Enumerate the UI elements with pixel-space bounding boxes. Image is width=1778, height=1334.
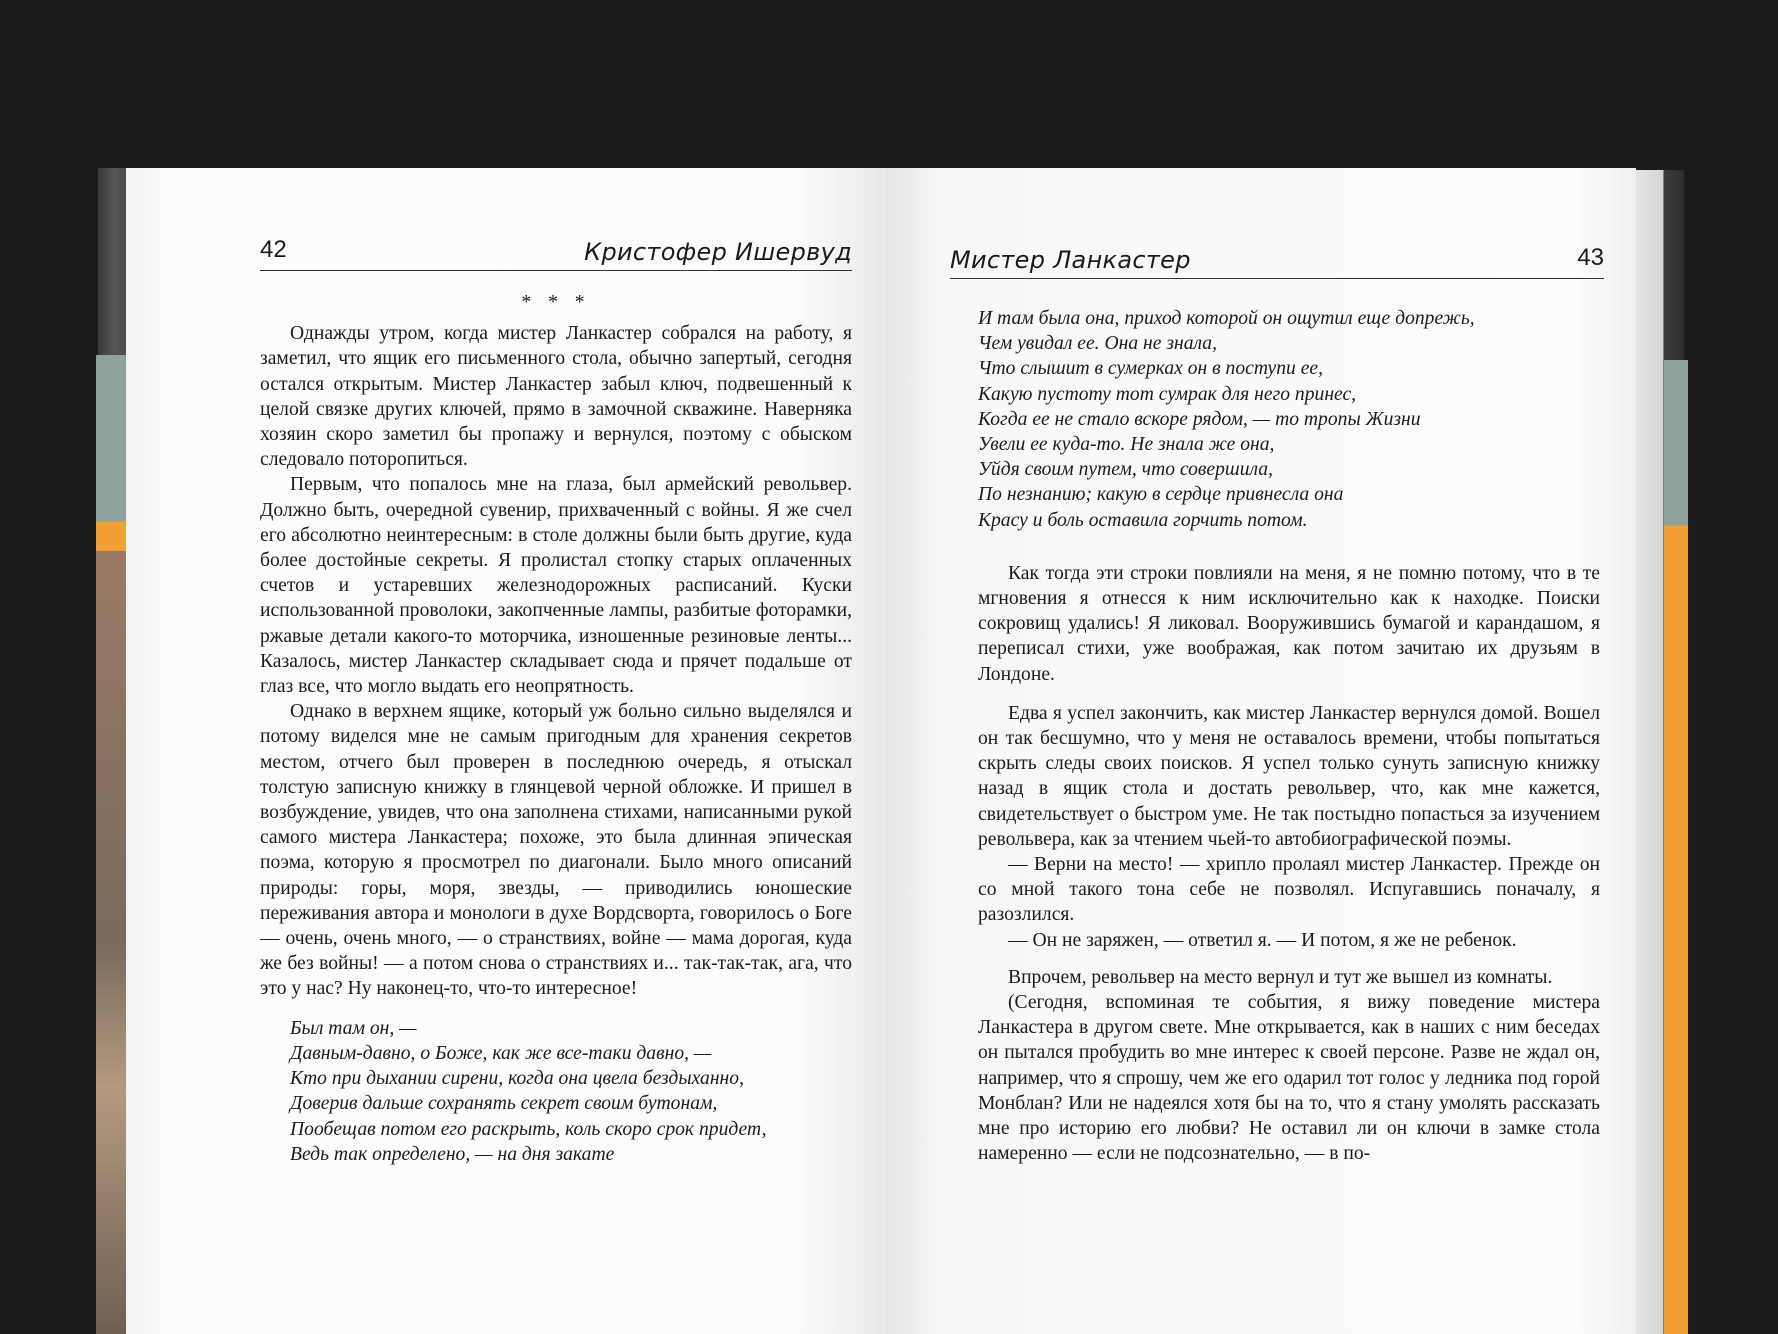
page-number: 42 [260, 236, 287, 263]
verse-line: Чем увидал ее. Она не знала, [978, 333, 1217, 355]
right-page [886, 168, 1636, 1334]
left-page-header [260, 230, 852, 271]
verse-block [978, 306, 1600, 533]
paragraph: Как тогда эти строки повлияли на меня, я не помню потому, что в те мгновения я отнесся к ним исключительно как к находке. Поиски сокровищ удались! Я ликовал. Вооружившись бумагой и карандашом, я переписал стихи, уже воображая, как потом зачитаю их друзьям в Лондоне. [978, 562, 1600, 685]
right-page-header [950, 238, 1604, 279]
paragraph: — Он не заряжен, — ответил я. — И потом, я же не ребенок. [1008, 929, 1517, 951]
verse-line: Кто при дыхании сирени, когда она цвела бездыханно, [290, 1068, 744, 1090]
left-page-body [260, 290, 852, 1181]
verse-line: Был там он, — [290, 1017, 417, 1039]
paragraph: Однако в верхнем ящике, который уж больно сильно выделялся и потому виделся мне не самым пригодным для хранения секретов местом, отчего был проверен в последнюю очередь, я отыскал толстую записную книжку в глянцевой черной обложке. И пришел в возбуждение, увидев, что она заполнена стихами, написанными рукой самого мистера Ланкастера; похоже, это была длинная эпическая поэма, которую я просмотрел по диагонали. Было много описаний природы: горы, моря, звезды, — приводились юношеские переживания автора и монологи в духе Вордсворта, говорилось о Боге — очень, очень много, — о странствиях, войне — мама дорогая, куда же без войны! — а потом снова о странствиях и... так-так-так, ага, что это у нас? Ну наконец-то, что-то интересное! [260, 701, 852, 1000]
right-page-body [978, 306, 1600, 1167]
verse-line: Доверив дальше сохранять секрет своим бутонам, [290, 1093, 718, 1115]
paragraph: — Верни на место! — хрипло пролаял мистер Ланкастер. Прежде он со мной такого тона себе не позволял. Испугавшись поначалу, я разозлился. [978, 854, 1600, 926]
verse-line: Увели ее куда-то. Не знала же она, [978, 434, 1275, 456]
verse-block [260, 1016, 852, 1167]
verse-line: Какую пустоту тот сумрак для него принес, [978, 383, 1357, 405]
paragraph: Впрочем, револьвер на место вернул и тут же вышел из комнаты. [1008, 966, 1553, 988]
verse-line: Красу и боль оставила горчить потом. [978, 509, 1308, 531]
paragraph: Едва я успел закончить, как мистер Ланкастер вернулся домой. Вошел он так бесшумно, что у меня не оставалось времени, чтобы попытаться скрыть следы своих поисков. Я успел только сунуть записную книжку назад в ящик стола и достать револьвер, что, как мне кажется, свидетельствует о быстром уме. Не так постыдно попасться за изучением револьвера, как за чтением чьей-то автобиографической поэмы. [978, 702, 1600, 850]
paragraph: Первым, что попалось мне на глаза, был армейский револьвер. Должно быть, очередной сувенир, прихваченный с войны. Я же счел его абсолютно неинтересным: в столе должны были быть другие, куда более достойные секреты. Я пролистал стопку старых оплаченных счетов и устаревших железнодорожных расписаний. Куски использованной проволоки, закопченные лампы, разбитые фоторамки, ржавые детали какого-то моторчика, изношенные резиновые ленты... Казалось, мистер Ланкастер складывает сюда и прячет подальше от глаз все, что могло выдать его неопрятность. [260, 474, 852, 698]
running-head-author: Кристофер Ишервуд [584, 238, 852, 266]
verse-line: Давным-давно, о Боже, как же все-таки давно, — [290, 1042, 712, 1064]
verse-line: Уйдя своим путем, что совершила, [978, 459, 1273, 481]
section-break: * * * [521, 292, 591, 313]
book-cover-art-left [96, 355, 126, 1334]
book-cover-art-right [1664, 360, 1688, 1334]
page-number: 43 [1577, 244, 1604, 271]
verse-line: Когда ее не стало вскоре рядом, — то тропы Жизни [978, 408, 1421, 430]
paragraph: Однажды утром, когда мистер Ланкастер собрался на работу, я заметил, что ящик его письменного стола, обычно запертый, сегодня остался открытым. Мистер Ланкастер забыл ключ, подвешенный к целой связке других ключей, прямо в замочной скважине. Наверняка хозяин скоро заметил бы пропажу и вернулся, поэтому с обыском следовало поторопиться. [260, 323, 852, 471]
verse-line: И там была она, приход которой он ощутил еще допрежь, [978, 308, 1475, 329]
verse-line: По незнанию; какую в сердце привнесла она [978, 484, 1344, 506]
paragraph: (Сегодня, вспоминая те события, я вижу поведение мистера Ланкастера в другом свете. Мне открывается, как в наших с ним беседах он пытался пробудить во мне интерес к своей персоне. Разве не ждал он, например, что я спрошу, чем же его одарил тот голос у ледника под горой Монблан? Или не надеялся хотя бы на то, что я стану умолять рассказать мне про историю его любви? Не оставил ли он ключи в замке стола намеренно — если не подсознательно, — в по- [978, 992, 1600, 1165]
verse-line: Ведь так определено, — на дня закате [290, 1143, 615, 1165]
verse-line: Пообещав потом его раскрыть, коль скоро срок придет, [290, 1118, 767, 1140]
left-page [126, 168, 886, 1334]
verse-line: Что слышит в сумерках он в поступи ее, [978, 358, 1323, 380]
running-head-title: Мистер Ланкастер [950, 246, 1191, 274]
